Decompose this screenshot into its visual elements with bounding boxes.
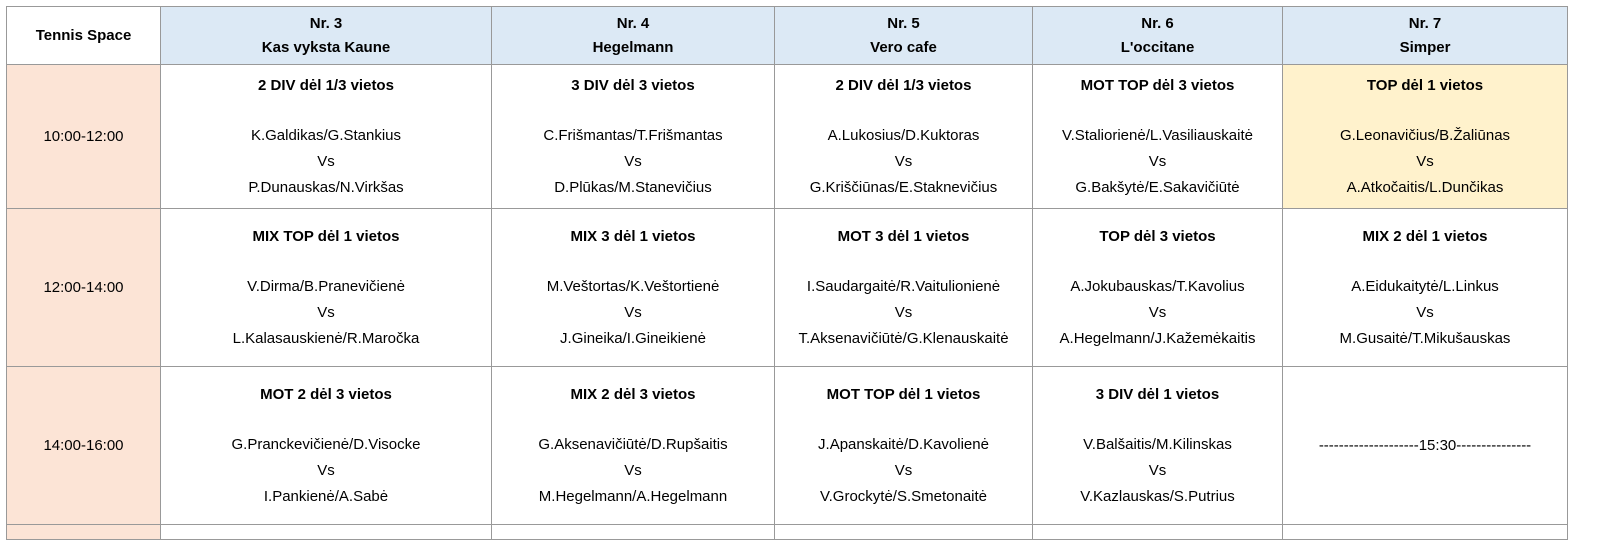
court-header bbox=[1283, 7, 1568, 65]
team-2: J.Gineika/I.Gineikienė bbox=[560, 329, 706, 347]
match-cell bbox=[775, 209, 1033, 367]
versus-label: Vs bbox=[894, 303, 913, 321]
team-1: V.Staliorienė/L.Vasiliauskaitė bbox=[1062, 126, 1253, 144]
match-title: 3 DIV dėl 3 vietos bbox=[571, 76, 695, 94]
team-1: A.Lukosius/D.Kuktoras bbox=[827, 126, 980, 144]
match-cell bbox=[775, 367, 1033, 525]
versus-label: Vs bbox=[1148, 461, 1167, 479]
team-2: M.Hegelmann/A.Hegelmann bbox=[538, 487, 728, 505]
team-1: K.Galdikas/G.Stankius bbox=[250, 126, 402, 144]
team-2: I.Pankienė/A.Sabė bbox=[263, 487, 389, 505]
versus-label: Vs bbox=[624, 152, 642, 170]
match-title: TOP dėl 1 vietos bbox=[1366, 76, 1484, 94]
team-2: M.Gusaitė/T.Mikušauskas bbox=[1339, 329, 1511, 347]
match-title: MOT 3 dėl 1 vietos bbox=[837, 227, 970, 245]
schedule-table bbox=[6, 6, 1568, 540]
court-header bbox=[775, 7, 1033, 65]
team-2: G.Bakšytė/E.Sakavičiūtė bbox=[1075, 178, 1240, 196]
court-header bbox=[1033, 7, 1283, 65]
match-cell bbox=[1033, 65, 1283, 209]
team-1: C.Frišmantas/T.Frišmantas bbox=[543, 126, 723, 144]
court-number: Nr. 7 bbox=[1408, 14, 1442, 32]
team-1: G.Leonavičius/B.Žaliūnas bbox=[1339, 126, 1511, 144]
time-slot: 10:00-12:00 bbox=[7, 65, 161, 209]
team-2: V.Kazlauskas/S.Putrius bbox=[1080, 487, 1235, 505]
court-name: Simper bbox=[1399, 38, 1451, 56]
match-title: MIX 3 dėl 1 vietos bbox=[570, 227, 696, 245]
match-cell-partial bbox=[1283, 525, 1568, 540]
match-cell bbox=[492, 209, 775, 367]
header-row bbox=[7, 7, 1568, 65]
time-row bbox=[7, 65, 1568, 209]
team-2: L.Kalasauskienė/R.Maročka bbox=[232, 329, 420, 347]
versus-label: Vs bbox=[624, 461, 642, 479]
versus-label: Vs bbox=[317, 303, 335, 321]
match-cell-partial bbox=[775, 525, 1033, 540]
match-cell-partial bbox=[1033, 525, 1283, 540]
team-2: V.Grockytė/S.Smetonaitė bbox=[819, 487, 988, 505]
team-1: G.Pranckevičienė/D.Visocke bbox=[231, 435, 421, 453]
team-1: V.Balšaitis/M.Kilinskas bbox=[1083, 435, 1232, 453]
time-slot: 14:00-16:00 bbox=[7, 367, 161, 525]
match-cell bbox=[161, 65, 492, 209]
court-header bbox=[161, 7, 492, 65]
court-number: Nr. 5 bbox=[887, 14, 920, 32]
court-name: Kas vyksta Kaune bbox=[261, 38, 391, 56]
team-2: D.Plūkas/M.Stanevičius bbox=[554, 178, 712, 196]
court-number: Nr. 6 bbox=[1141, 14, 1174, 32]
team-1: G.Aksenavičiūtė/D.Rupšaitis bbox=[538, 435, 728, 453]
versus-label: Vs bbox=[1416, 303, 1434, 321]
versus-label: Vs bbox=[317, 461, 335, 479]
team-1: J.Apanskaitė/D.Kavolienė bbox=[818, 435, 989, 453]
match-cell bbox=[1283, 209, 1568, 367]
team-1: A.Eidukaitytė/L.Linkus bbox=[1351, 277, 1499, 295]
break-note: --------------------15:30--------------- bbox=[1318, 436, 1532, 454]
match-title: 3 DIV dėl 1 vietos bbox=[1095, 385, 1220, 403]
match-cell bbox=[492, 367, 775, 525]
match-cell-partial bbox=[161, 525, 492, 540]
match-cell bbox=[161, 367, 492, 525]
match-cell-highlighted bbox=[1283, 65, 1568, 209]
court-name: L'occitane bbox=[1120, 38, 1195, 56]
court-number: Nr. 3 bbox=[309, 14, 343, 32]
court-header bbox=[492, 7, 775, 65]
match-cell bbox=[1033, 209, 1283, 367]
break-note-cell bbox=[1283, 367, 1568, 525]
match-cell-partial bbox=[492, 525, 775, 540]
time-row bbox=[7, 209, 1568, 367]
versus-label: Vs bbox=[1148, 303, 1167, 321]
team-1: V.Dirma/B.Pranevičienė bbox=[247, 277, 405, 295]
match-title: MIX TOP dėl 1 vietos bbox=[252, 227, 400, 245]
match-cell bbox=[492, 65, 775, 209]
corner-label: Tennis Space bbox=[7, 7, 161, 65]
versus-label: Vs bbox=[1148, 152, 1167, 170]
match-title: 2 DIV dėl 1/3 vietos bbox=[258, 76, 394, 94]
versus-label: Vs bbox=[894, 461, 913, 479]
time-row bbox=[7, 367, 1568, 525]
match-title: MOT TOP dėl 3 vietos bbox=[1080, 76, 1235, 94]
team-1: M.Veštortas/K.Veštortienė bbox=[546, 277, 720, 295]
team-2: A.Atkočaitis/L.Dunčikas bbox=[1346, 178, 1504, 196]
versus-label: Vs bbox=[1416, 152, 1434, 170]
match-cell bbox=[1033, 367, 1283, 525]
match-title: TOP dėl 3 vietos bbox=[1099, 227, 1216, 245]
match-cell bbox=[161, 209, 492, 367]
match-title: MOT TOP dėl 1 vietos bbox=[826, 385, 981, 403]
court-name: Vero cafe bbox=[870, 38, 937, 56]
match-title: 2 DIV dėl 1/3 vietos bbox=[835, 76, 972, 94]
team-2: A.Hegelmann/J.Kažemėkaitis bbox=[1059, 329, 1256, 347]
versus-label: Vs bbox=[317, 152, 335, 170]
court-name: Hegelmann bbox=[592, 38, 674, 56]
versus-label: Vs bbox=[894, 152, 913, 170]
team-2: T.Aksenavičiūtė/G.Klenauskaitė bbox=[798, 329, 1009, 347]
court-number: Nr. 4 bbox=[616, 14, 650, 32]
match-cell bbox=[775, 65, 1033, 209]
match-title: MIX 2 dėl 3 vietos bbox=[570, 385, 696, 403]
team-2: P.Dunauskas/N.Virkšas bbox=[248, 178, 404, 196]
match-title: MOT 2 dėl 3 vietos bbox=[260, 385, 392, 403]
team-1: I.Saudargaitė/R.Vaitulionienė bbox=[806, 277, 1001, 295]
time-row-partial bbox=[7, 525, 1568, 540]
team-1: A.Jokubauskas/T.Kavolius bbox=[1070, 277, 1245, 295]
time-slot: 12:00-14:00 bbox=[7, 209, 161, 367]
team-2: G.Kriščiūnas/E.Staknevičius bbox=[809, 178, 998, 196]
versus-label: Vs bbox=[624, 303, 642, 321]
time-slot-partial bbox=[7, 525, 161, 540]
match-title: MIX 2 dėl 1 vietos bbox=[1362, 227, 1488, 245]
